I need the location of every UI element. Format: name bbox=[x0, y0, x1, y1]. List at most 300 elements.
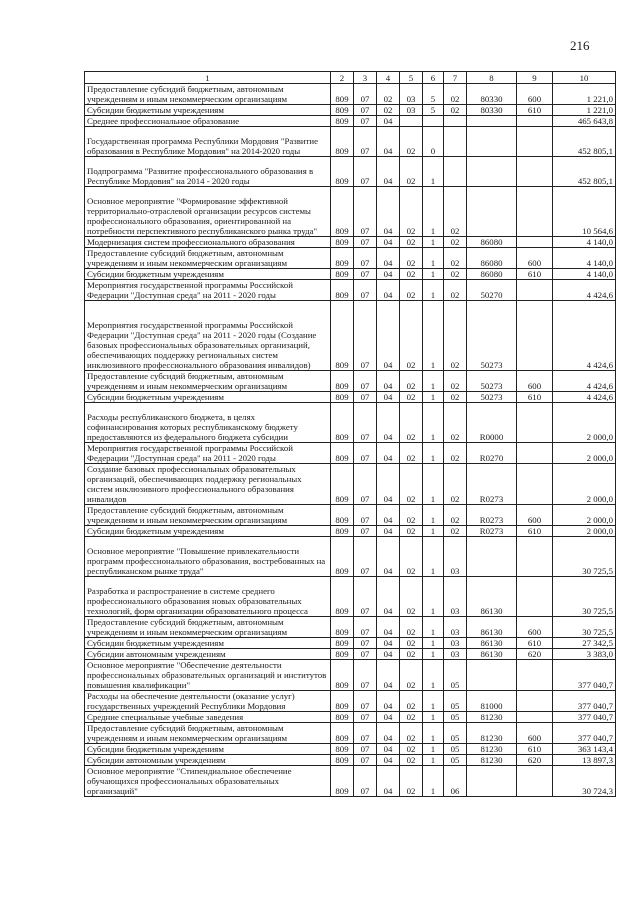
row-code-c7: 03 bbox=[444, 537, 467, 577]
row-name: Мероприятия государственной программы Российской Федерации "Доступная среда" на 2011 - 2020 годы bbox=[85, 280, 331, 301]
row-code-c2: 809 bbox=[331, 577, 354, 617]
header-cell: 7 bbox=[444, 72, 467, 84]
row-code-c2: 809 bbox=[331, 649, 354, 660]
row-code-c8: 81000 bbox=[467, 691, 517, 712]
row-code-c5: 02 bbox=[400, 280, 423, 301]
row-code-c7: 02 bbox=[444, 371, 467, 392]
table-row bbox=[85, 537, 616, 577]
row-name: Основное мероприятие "Обеспечение деятельности профессиональных образовательных организаций и институтов повышения квалификации" bbox=[85, 660, 331, 691]
row-code-c5: 02 bbox=[400, 187, 423, 237]
row-code-c6: 1 bbox=[423, 248, 444, 269]
row-code-c2: 809 bbox=[331, 712, 354, 723]
header-cell: 10 bbox=[553, 72, 616, 84]
row-code-c6: 1 bbox=[423, 712, 444, 723]
row-code-c4: 04 bbox=[377, 301, 400, 371]
row-name: Субсидии автономным учреждениям bbox=[85, 649, 331, 660]
row-code-c2: 809 bbox=[331, 116, 354, 127]
row-code-c6: 1 bbox=[423, 617, 444, 638]
row-name: Разработка и распространение в системе среднего профессионального образования новых образовательных технологий, форм организации образовательного процесса bbox=[85, 577, 331, 617]
row-code-c7: 03 bbox=[444, 617, 467, 638]
row-name: Предоставление субсидий бюджетным, автономным учреждениям и иным некоммерческим организациям bbox=[85, 723, 331, 744]
row-code-c9 bbox=[517, 766, 553, 797]
header-cell: 6 bbox=[423, 72, 444, 84]
row-code-c9 bbox=[517, 187, 553, 237]
row-code-c7: 06 bbox=[444, 766, 467, 797]
table-row bbox=[85, 248, 616, 269]
row-name: Основное мероприятие "Повышение привлекательности программ профессионального образования, востребованных на республиканском рынке труда" bbox=[85, 537, 331, 577]
row-code-c9: 610 bbox=[517, 638, 553, 649]
table-row bbox=[85, 577, 616, 617]
row-code-c5: 02 bbox=[400, 691, 423, 712]
row-code-c4: 04 bbox=[377, 464, 400, 505]
row-code-c8: 50273 bbox=[467, 392, 517, 403]
row-code-c2: 809 bbox=[331, 187, 354, 237]
row-code-c4: 04 bbox=[377, 403, 400, 443]
row-code-c7: 02 bbox=[444, 464, 467, 505]
row-amount: 30 725,5 bbox=[553, 617, 616, 638]
row-code-c8: 86130 bbox=[467, 638, 517, 649]
row-code-c3: 07 bbox=[354, 116, 377, 127]
header-cell: 2 bbox=[331, 72, 354, 84]
row-code-c6: 1 bbox=[423, 187, 444, 237]
row-code-c3: 07 bbox=[354, 157, 377, 187]
row-amount: 377 040,7 bbox=[553, 660, 616, 691]
table-body bbox=[85, 84, 616, 797]
header-cell: 3 bbox=[354, 72, 377, 84]
row-code-c7: 02 bbox=[444, 403, 467, 443]
row-code-c5: 02 bbox=[400, 755, 423, 766]
row-code-c7: 05 bbox=[444, 660, 467, 691]
row-code-c5: 02 bbox=[400, 157, 423, 187]
row-code-c9 bbox=[517, 443, 553, 464]
row-code-c5: 02 bbox=[400, 248, 423, 269]
row-code-c5: 03 bbox=[400, 105, 423, 116]
row-code-c6: 1 bbox=[423, 443, 444, 464]
row-code-c2: 809 bbox=[331, 403, 354, 443]
budget-table bbox=[84, 71, 616, 797]
row-code-c8: 50273 bbox=[467, 301, 517, 371]
row-code-c3: 07 bbox=[354, 526, 377, 537]
header-row bbox=[85, 72, 616, 84]
row-code-c8: 86130 bbox=[467, 617, 517, 638]
row-code-c8 bbox=[467, 127, 517, 157]
table-row bbox=[85, 723, 616, 744]
row-code-c6: 1 bbox=[423, 755, 444, 766]
row-code-c5: 02 bbox=[400, 577, 423, 617]
row-code-c7: 03 bbox=[444, 649, 467, 660]
row-code-c3: 07 bbox=[354, 443, 377, 464]
row-name: Субсидии бюджетным учреждениям bbox=[85, 269, 331, 280]
row-code-c5: 02 bbox=[400, 638, 423, 649]
row-code-c2: 809 bbox=[331, 537, 354, 577]
table-row bbox=[85, 84, 616, 105]
row-code-c6: 1 bbox=[423, 766, 444, 797]
row-code-c6: 1 bbox=[423, 157, 444, 187]
row-code-c5: 02 bbox=[400, 526, 423, 537]
row-code-c9 bbox=[517, 127, 553, 157]
row-code-c9 bbox=[517, 157, 553, 187]
row-code-c8: R0273 bbox=[467, 464, 517, 505]
row-code-c8 bbox=[467, 116, 517, 127]
header-cell: 8 bbox=[467, 72, 517, 84]
row-amount: 30 725,5 bbox=[553, 577, 616, 617]
row-code-c6: 1 bbox=[423, 301, 444, 371]
row-name: Создание базовых профессиональных образовательных организаций, обеспечивающих поддержку региональных систем инклюзивного профессионального образования инвалидов bbox=[85, 464, 331, 505]
table-row bbox=[85, 755, 616, 766]
row-code-c5: 02 bbox=[400, 269, 423, 280]
row-code-c8: 81230 bbox=[467, 755, 517, 766]
table-row bbox=[85, 617, 616, 638]
table-row bbox=[85, 269, 616, 280]
row-code-c9: 600 bbox=[517, 723, 553, 744]
row-amount: 452 805,1 bbox=[553, 157, 616, 187]
row-code-c5: 02 bbox=[400, 617, 423, 638]
row-code-c6: 1 bbox=[423, 403, 444, 443]
row-code-c7: 05 bbox=[444, 755, 467, 766]
row-code-c3: 07 bbox=[354, 755, 377, 766]
row-name: Предоставление субсидий бюджетным, автономным учреждениям и иным некоммерческим организациям bbox=[85, 84, 331, 105]
row-amount: 4 140,0 bbox=[553, 269, 616, 280]
header-cell: 4 bbox=[377, 72, 400, 84]
row-code-c6: 5 bbox=[423, 84, 444, 105]
row-code-c8: 86130 bbox=[467, 649, 517, 660]
row-code-c7 bbox=[444, 157, 467, 187]
row-amount: 1 221,0 bbox=[553, 84, 616, 105]
row-code-c2: 809 bbox=[331, 127, 354, 157]
row-code-c6: 1 bbox=[423, 269, 444, 280]
row-code-c9: 610 bbox=[517, 744, 553, 755]
row-code-c5: 02 bbox=[400, 649, 423, 660]
row-amount: 2 000,0 bbox=[553, 443, 616, 464]
row-code-c9 bbox=[517, 577, 553, 617]
row-code-c8: 50270 bbox=[467, 280, 517, 301]
row-code-c7: 02 bbox=[444, 237, 467, 248]
row-code-c2: 809 bbox=[331, 443, 354, 464]
row-code-c4: 04 bbox=[377, 649, 400, 660]
row-code-c8: 81230 bbox=[467, 744, 517, 755]
header-cell: 5 bbox=[400, 72, 423, 84]
row-code-c8 bbox=[467, 157, 517, 187]
header-cell: 1 bbox=[85, 72, 331, 84]
row-code-c9: 610 bbox=[517, 105, 553, 116]
row-code-c4: 04 bbox=[377, 443, 400, 464]
row-code-c2: 809 bbox=[331, 157, 354, 187]
row-amount: 465 643,8 bbox=[553, 116, 616, 127]
row-code-c9: 600 bbox=[517, 248, 553, 269]
row-amount: 13 897,3 bbox=[553, 755, 616, 766]
row-amount: 2 000,0 bbox=[553, 464, 616, 505]
row-code-c3: 07 bbox=[354, 766, 377, 797]
row-code-c3: 07 bbox=[354, 280, 377, 301]
row-code-c9 bbox=[517, 464, 553, 505]
row-code-c3: 07 bbox=[354, 505, 377, 526]
row-code-c5: 02 bbox=[400, 744, 423, 755]
row-code-c7: 03 bbox=[444, 577, 467, 617]
row-code-c2: 809 bbox=[331, 84, 354, 105]
row-code-c4: 04 bbox=[377, 392, 400, 403]
header-cell: 9 bbox=[517, 72, 553, 84]
row-name: Расходы на обеспечение деятельности (оказание услуг) государственных учреждений Республики Мордовия bbox=[85, 691, 331, 712]
row-code-c4: 04 bbox=[377, 660, 400, 691]
row-code-c9 bbox=[517, 116, 553, 127]
row-code-c5: 02 bbox=[400, 660, 423, 691]
row-name: Предоставление субсидий бюджетным, автономным учреждениям и иным некоммерческим организациям bbox=[85, 248, 331, 269]
row-code-c2: 809 bbox=[331, 638, 354, 649]
row-code-c3: 07 bbox=[354, 269, 377, 280]
row-name: Среднее профессиональное образование bbox=[85, 116, 331, 127]
table-row bbox=[85, 744, 616, 755]
row-code-c4: 04 bbox=[377, 116, 400, 127]
row-name: Субсидии бюджетным учреждениям bbox=[85, 105, 331, 116]
row-code-c2: 809 bbox=[331, 301, 354, 371]
row-code-c3: 07 bbox=[354, 464, 377, 505]
row-code-c6: 1 bbox=[423, 537, 444, 577]
row-amount: 4 424,6 bbox=[553, 371, 616, 392]
row-code-c9 bbox=[517, 691, 553, 712]
row-amount: 377 040,7 bbox=[553, 723, 616, 744]
row-code-c6: 1 bbox=[423, 371, 444, 392]
row-code-c3: 07 bbox=[354, 84, 377, 105]
row-code-c8 bbox=[467, 766, 517, 797]
row-name: Средние специальные учебные заведения bbox=[85, 712, 331, 723]
table-row bbox=[85, 712, 616, 723]
row-code-c3: 07 bbox=[354, 392, 377, 403]
row-amount: 377 040,7 bbox=[553, 712, 616, 723]
row-amount: 4 140,0 bbox=[553, 248, 616, 269]
row-code-c5: 02 bbox=[400, 371, 423, 392]
row-code-c7: 02 bbox=[444, 187, 467, 237]
row-code-c4: 04 bbox=[377, 617, 400, 638]
row-code-c2: 809 bbox=[331, 237, 354, 248]
row-code-c9 bbox=[517, 237, 553, 248]
row-code-c8: R0273 bbox=[467, 505, 517, 526]
row-code-c5: 02 bbox=[400, 403, 423, 443]
row-code-c2: 809 bbox=[331, 105, 354, 116]
row-code-c4: 04 bbox=[377, 691, 400, 712]
table-row bbox=[85, 660, 616, 691]
row-code-c2: 809 bbox=[331, 723, 354, 744]
row-code-c6: 1 bbox=[423, 392, 444, 403]
row-code-c8: 86130 bbox=[467, 577, 517, 617]
row-amount: 30 724,3 bbox=[553, 766, 616, 797]
row-code-c6: 1 bbox=[423, 505, 444, 526]
row-code-c2: 809 bbox=[331, 269, 354, 280]
table-row bbox=[85, 691, 616, 712]
row-code-c4: 04 bbox=[377, 766, 400, 797]
page-number: 216 bbox=[570, 38, 590, 53]
row-code-c4: 04 bbox=[377, 577, 400, 617]
row-code-c7: 02 bbox=[444, 105, 467, 116]
row-code-c8: R0270 bbox=[467, 443, 517, 464]
row-code-c8: 80330 bbox=[467, 105, 517, 116]
row-code-c7: 02 bbox=[444, 301, 467, 371]
row-code-c3: 07 bbox=[354, 187, 377, 237]
row-code-c4: 04 bbox=[377, 723, 400, 744]
row-code-c8: R0273 bbox=[467, 526, 517, 537]
row-amount: 2 000,0 bbox=[553, 505, 616, 526]
table-row bbox=[85, 464, 616, 505]
row-code-c8: 86080 bbox=[467, 248, 517, 269]
row-code-c6: 1 bbox=[423, 638, 444, 649]
row-code-c2: 809 bbox=[331, 617, 354, 638]
row-code-c2: 809 bbox=[331, 505, 354, 526]
row-code-c5: 02 bbox=[400, 237, 423, 248]
row-code-c3: 07 bbox=[354, 237, 377, 248]
row-code-c9: 600 bbox=[517, 371, 553, 392]
table-row bbox=[85, 403, 616, 443]
row-code-c6: 1 bbox=[423, 526, 444, 537]
row-name: Модернизация систем профессионального образования bbox=[85, 237, 331, 248]
row-name: Предоставление субсидий бюджетным, автономным учреждениям и иным некоммерческим организациям bbox=[85, 617, 331, 638]
row-code-c2: 809 bbox=[331, 392, 354, 403]
table-row bbox=[85, 443, 616, 464]
row-code-c4: 04 bbox=[377, 157, 400, 187]
row-code-c8: 81230 bbox=[467, 723, 517, 744]
row-code-c2: 809 bbox=[331, 280, 354, 301]
row-code-c4: 04 bbox=[377, 638, 400, 649]
row-code-c8 bbox=[467, 187, 517, 237]
row-code-c6: 1 bbox=[423, 744, 444, 755]
row-code-c2: 809 bbox=[331, 755, 354, 766]
row-code-c2: 809 bbox=[331, 526, 354, 537]
table-row bbox=[85, 649, 616, 660]
row-amount: 363 143,4 bbox=[553, 744, 616, 755]
row-code-c3: 07 bbox=[354, 127, 377, 157]
row-code-c4: 04 bbox=[377, 744, 400, 755]
table-row bbox=[85, 766, 616, 797]
row-code-c9: 620 bbox=[517, 755, 553, 766]
table-row bbox=[85, 526, 616, 537]
row-code-c6: 0 bbox=[423, 127, 444, 157]
row-code-c6: 1 bbox=[423, 464, 444, 505]
row-amount: 10 564,6 bbox=[553, 187, 616, 237]
row-name: Основное мероприятие "Стипендиальное обеспечение обучающихся профессиональных образовательных организаций" bbox=[85, 766, 331, 797]
row-code-c7: 03 bbox=[444, 638, 467, 649]
row-name: Субсидии бюджетным учреждениям bbox=[85, 392, 331, 403]
table-row bbox=[85, 187, 616, 237]
row-code-c3: 07 bbox=[354, 723, 377, 744]
row-code-c4: 04 bbox=[377, 537, 400, 577]
table-row bbox=[85, 280, 616, 301]
row-code-c3: 07 bbox=[354, 712, 377, 723]
row-code-c6: 1 bbox=[423, 577, 444, 617]
row-code-c6 bbox=[423, 116, 444, 127]
row-code-c9 bbox=[517, 660, 553, 691]
row-amount: 3 383,0 bbox=[553, 649, 616, 660]
row-amount: 452 805,1 bbox=[553, 127, 616, 157]
row-code-c3: 07 bbox=[354, 105, 377, 116]
row-code-c6: 1 bbox=[423, 660, 444, 691]
row-code-c8: R0000 bbox=[467, 403, 517, 443]
table-row bbox=[85, 505, 616, 526]
row-name: Предоставление субсидий бюджетным, автономным учреждениям и иным некоммерческим организациям bbox=[85, 371, 331, 392]
row-code-c4: 04 bbox=[377, 187, 400, 237]
table-row bbox=[85, 105, 616, 116]
row-code-c8: 81230 bbox=[467, 712, 517, 723]
row-name: Мероприятия государственной программы Российской Федерации "Доступная среда" на 2011 - 2020 годы (Создание базовых профессиональных образовательных организаций, обеспечивающих поддержку региональных систем инклюзивного профессионального образования инвалидов) bbox=[85, 301, 331, 371]
row-amount: 377 040,7 bbox=[553, 691, 616, 712]
row-code-c7 bbox=[444, 116, 467, 127]
row-code-c8 bbox=[467, 537, 517, 577]
table-row bbox=[85, 127, 616, 157]
row-name: Субсидии бюджетным учреждениям bbox=[85, 526, 331, 537]
row-code-c8: 86080 bbox=[467, 237, 517, 248]
row-code-c6: 5 bbox=[423, 105, 444, 116]
row-amount: 4 424,6 bbox=[553, 280, 616, 301]
row-code-c9 bbox=[517, 301, 553, 371]
row-code-c4: 04 bbox=[377, 269, 400, 280]
row-code-c8: 80330 bbox=[467, 84, 517, 105]
row-name: Предоставление субсидий бюджетным, автономным учреждениям и иным некоммерческим организациям bbox=[85, 505, 331, 526]
table-row bbox=[85, 371, 616, 392]
row-amount: 4 140,0 bbox=[553, 237, 616, 248]
row-code-c5: 02 bbox=[400, 443, 423, 464]
row-code-c7: 05 bbox=[444, 723, 467, 744]
row-code-c7: 02 bbox=[444, 505, 467, 526]
row-code-c7: 02 bbox=[444, 269, 467, 280]
row-code-c7: 02 bbox=[444, 280, 467, 301]
table-row bbox=[85, 116, 616, 127]
row-name: Субсидии бюджетным учреждениям bbox=[85, 638, 331, 649]
row-code-c3: 07 bbox=[354, 577, 377, 617]
row-code-c9: 610 bbox=[517, 269, 553, 280]
row-code-c5: 02 bbox=[400, 537, 423, 577]
row-code-c7: 05 bbox=[444, 712, 467, 723]
row-code-c4: 04 bbox=[377, 526, 400, 537]
row-code-c5: 02 bbox=[400, 301, 423, 371]
row-code-c5: 02 bbox=[400, 127, 423, 157]
row-code-c6: 1 bbox=[423, 649, 444, 660]
row-code-c9: 620 bbox=[517, 649, 553, 660]
table-row bbox=[85, 301, 616, 371]
row-code-c4: 02 bbox=[377, 84, 400, 105]
row-code-c2: 809 bbox=[331, 248, 354, 269]
row-code-c9: 600 bbox=[517, 617, 553, 638]
row-code-c7: 02 bbox=[444, 248, 467, 269]
row-code-c2: 809 bbox=[331, 371, 354, 392]
row-amount: 27 342,5 bbox=[553, 638, 616, 649]
row-code-c5: 02 bbox=[400, 766, 423, 797]
row-code-c9 bbox=[517, 403, 553, 443]
row-amount: 1 221,0 bbox=[553, 105, 616, 116]
row-code-c9 bbox=[517, 712, 553, 723]
row-code-c6: 1 bbox=[423, 691, 444, 712]
row-code-c6: 1 bbox=[423, 723, 444, 744]
row-code-c6: 1 bbox=[423, 237, 444, 248]
table-row bbox=[85, 157, 616, 187]
row-code-c4: 04 bbox=[377, 712, 400, 723]
row-code-c3: 07 bbox=[354, 649, 377, 660]
row-code-c7: 02 bbox=[444, 84, 467, 105]
row-code-c4: 02 bbox=[377, 105, 400, 116]
row-code-c7: 02 bbox=[444, 392, 467, 403]
row-code-c2: 809 bbox=[331, 660, 354, 691]
row-code-c4: 04 bbox=[377, 280, 400, 301]
row-code-c9: 600 bbox=[517, 505, 553, 526]
row-code-c5: 02 bbox=[400, 464, 423, 505]
row-name: Субсидии автономным учреждениям bbox=[85, 755, 331, 766]
row-code-c7: 05 bbox=[444, 691, 467, 712]
row-code-c4: 04 bbox=[377, 237, 400, 248]
row-name: Подпрограмма "Развитие профессионального образования в Республике Мордовия" на 2014 - 2020 годы bbox=[85, 157, 331, 187]
row-code-c5: 02 bbox=[400, 392, 423, 403]
table-row bbox=[85, 638, 616, 649]
row-code-c4: 04 bbox=[377, 755, 400, 766]
row-code-c2: 809 bbox=[331, 744, 354, 755]
row-code-c3: 07 bbox=[354, 301, 377, 371]
row-code-c3: 07 bbox=[354, 248, 377, 269]
row-code-c2: 809 bbox=[331, 691, 354, 712]
